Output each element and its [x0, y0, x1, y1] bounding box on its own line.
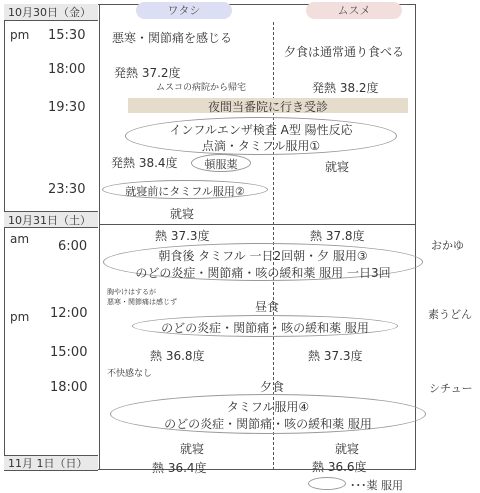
musume-1800: 発熱 38.2度 [312, 81, 379, 95]
date-header-oct31 [4, 211, 98, 228]
column-label: ムスメ [337, 4, 371, 17]
watashi-1800: 発熱 37.2度 [114, 66, 181, 80]
tamiflu-2: 就寝前にタミフル服用② [125, 185, 245, 198]
date-label: 10月30日（金） [8, 6, 91, 19]
musume-temp-nov1: 熱 36.6度 [312, 460, 367, 474]
dinner: 夕食 [260, 380, 285, 394]
time-1930: 19:30 [48, 100, 86, 115]
time-1530: 15:30 [48, 28, 86, 43]
musume-sleep-2: 就寝 [335, 442, 360, 456]
watashi-note-a: 胸やけはするが [107, 288, 156, 296]
watashi-temp-nov1: 熱 36.4度 [152, 461, 207, 475]
meal-breakfast: おかゆ [431, 239, 464, 252]
watashi-1530: 悪寒・関節痛を感じる [112, 31, 233, 45]
musume-sleep: 就寝 [325, 160, 350, 174]
watashi-note-c: 不快感なし [107, 369, 153, 379]
legend-oval [308, 477, 346, 490]
watashi-sleep: 就寝 [170, 207, 195, 221]
watashi-note-b: 悪寒・関節痛は感じず [107, 298, 177, 306]
lunch: 昼食 [255, 300, 280, 314]
med-tamiflu-4: タミフル服用④ [226, 400, 310, 414]
time-2330: 23:30 [48, 182, 86, 197]
tonpuku: 頓服薬 [204, 158, 238, 171]
am-label: am [10, 232, 30, 246]
watashi-fever: 発熱 38.4度 [111, 156, 178, 170]
pm-label: pm [10, 28, 30, 42]
time-1200: 12:00 [50, 306, 88, 321]
time-1500: 15:00 [50, 345, 88, 360]
time-1800: 18:00 [48, 62, 86, 77]
day-divider [99, 224, 416, 225]
drip-tamiflu-1: 点滴・タミフル服用① [201, 139, 321, 153]
time-1800: 18:00 [50, 380, 88, 395]
meal-lunch: 素うどん [428, 308, 472, 321]
watashi-temp-1: 熱 37.3度 [155, 229, 210, 243]
date-header-nov1 [4, 455, 98, 471]
med-relief-1: のどの炎症・関節痛・咳の緩和薬 服用 一日3回 [135, 266, 391, 280]
med-relief-2: のどの炎症・関節痛・咳の緩和薬 服用 [161, 321, 369, 335]
watashi-temp-2: 熱 36.8度 [150, 349, 205, 363]
pm-label: pm [10, 310, 30, 324]
time-column-divider [99, 5, 100, 470]
watashi-sleep-2: 就寝 [180, 442, 205, 456]
musume-temp-1: 熱 37.8度 [310, 229, 365, 243]
musume-temp-2: 熱 37.3度 [308, 349, 363, 363]
legend-label: ･･･薬 服用 [350, 479, 403, 492]
time-600: 6:00 [58, 239, 88, 254]
column-header-watashi [136, 2, 232, 19]
med-tamiflu-3: 朝食後 タミフル 一日2回朝・夕 服用③ [158, 249, 368, 263]
med-relief-3: のどの炎症・関節痛・咳の緩和薬 服用 [164, 417, 372, 431]
meal-dinner: シチュー [429, 382, 473, 395]
column-header-musume [306, 2, 402, 19]
watashi-1800-note: ムスコの病院から帰宅 [156, 83, 247, 93]
night-visit: 夜間当番院に行き受診 [207, 100, 328, 114]
column-label: ワタシ [167, 4, 201, 17]
date-label: 11月 1日（日） [8, 457, 88, 470]
musume-1530: 夕食は通常通り食べる [284, 45, 405, 59]
flu-test: インフルエンザ検査 A型 陽性反応 [169, 123, 353, 137]
date-label: 10月31日（土） [8, 214, 91, 227]
date-header-oct30 [4, 4, 98, 21]
